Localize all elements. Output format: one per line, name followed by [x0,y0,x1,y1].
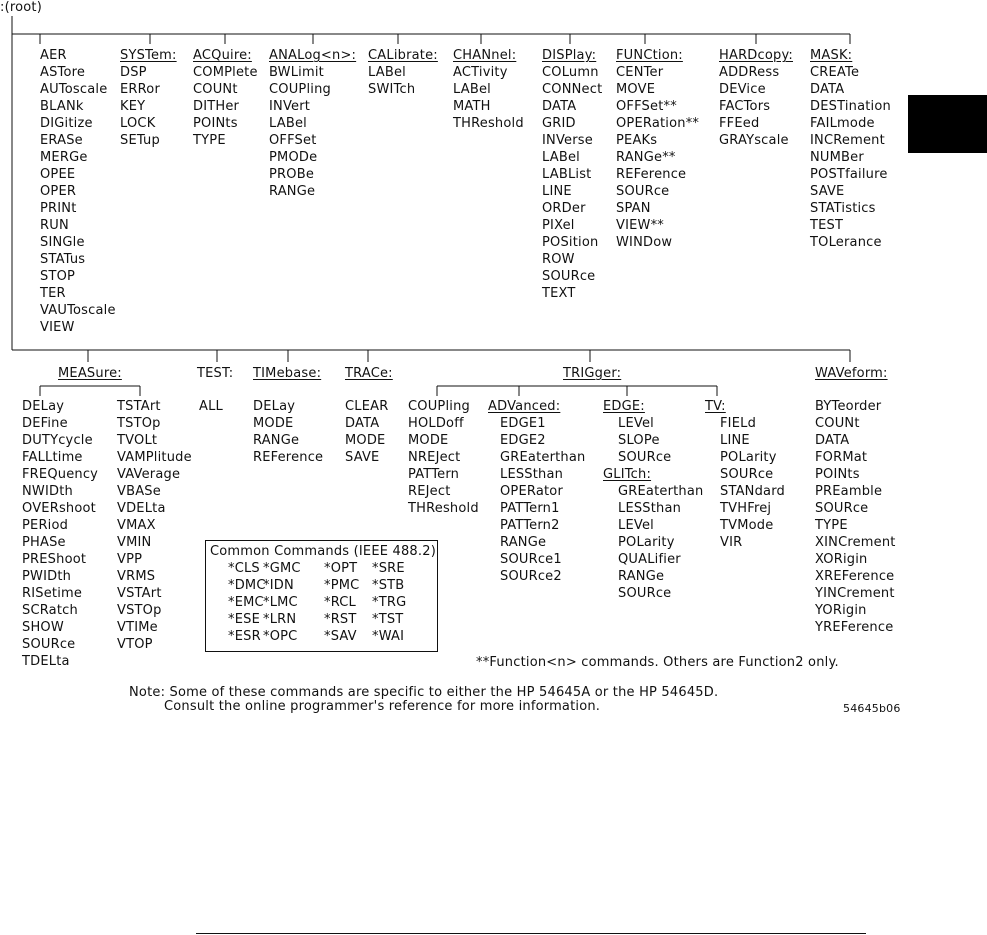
root-label: :(root) [0,0,42,15]
command-frequency: FREQuency [22,467,99,482]
note-line-2: Consult the online programmer's reference for more information. [164,699,601,714]
command-destination: DESTination [810,99,891,114]
command-mode: MODE [408,433,449,448]
group-header: SYSTem: [120,48,177,63]
command-view: VIEW** [616,218,664,233]
command-range: RANGe [618,569,665,584]
command-level: LEVel [618,518,654,533]
command-data: DATA [542,99,577,114]
command-coupling: COUPling [408,399,470,414]
common-commands-box [205,540,438,652]
command-vtop: VTOP [117,637,153,652]
command-save: SAVE [810,184,845,199]
command-switch: SWITch [368,82,416,97]
command-range: RANGe [269,184,316,199]
trigger-base-list [408,398,479,517]
command-lmc: *LMC [263,595,298,610]
command-print: PRINt [40,201,77,216]
command-tolerance: TOLerance [810,235,882,250]
command-field: FIELd [720,416,757,431]
command-period: PERiod [22,518,69,533]
command-data: DATA [815,433,850,448]
command-sav: *SAV [324,629,357,644]
command-label: LABel [269,116,307,131]
page-tab-marker [908,95,987,153]
command-setup: SETup [120,133,160,148]
command-source1: SOURce1 [500,552,562,567]
command-device: DEVice [719,82,766,97]
group-header: DISPlay: [542,48,597,63]
group-header: ACQuire: [193,48,252,63]
command-yreference: YREFerence [815,620,894,635]
command-oper: OPER [40,184,77,199]
command-pattern: PATTern [408,467,460,482]
command-invert: INVert [269,99,311,114]
command-qualifier: QUALifier [618,552,681,567]
command-statistics: STATistics [810,201,876,216]
command-tst: *TST [372,612,404,627]
command-polarity: POLarity [618,535,675,550]
command-failmode: FAILmode [810,116,875,131]
command-delay: DELay [22,399,65,414]
command-mode: MODE [253,416,294,431]
command-dither: DITHer [193,99,240,114]
command-operation: OPERation** [616,116,700,131]
command-digitize: DIGitize [40,116,93,131]
command-preshoot: PREShoot [22,552,87,567]
command-cls: *CLS [228,561,260,576]
command-lock: LOCK [120,116,156,131]
command-error: ERRor [120,82,160,97]
command-delay: DELay [253,399,296,414]
command-vamplitude: VAMPlitude [117,450,192,465]
command-opee: OPEE [40,167,76,182]
command-increment: INCRement [810,133,885,148]
command-stb: *STB [372,578,405,593]
common-commands-title: Common Commands (IEEE 488.2) [210,544,436,559]
command-math: MATH [453,99,491,114]
command-aer: AER [40,48,67,63]
command-tstop: TSTOp [117,416,161,431]
command-pmode: PMODe [269,150,318,165]
command-pattern2: PATTern2 [500,518,560,533]
command-line: LINE [720,433,750,448]
command-range: RANGe [500,535,547,550]
command-merge: MERGe [40,150,88,165]
command-ter: TER [40,286,66,301]
command-dutycycle: DUTYcycle [22,433,93,448]
command-yincrement: YINCrement [815,586,895,601]
command-erase: ERASe [40,133,83,148]
command-move: MOVE [616,82,656,97]
command-vmax: VMAX [117,518,156,533]
command-vautoscale: VAUToscale [40,303,116,318]
command-all: ALL [199,399,223,414]
command-rcl: *RCL [324,595,357,610]
measure-list-1 [22,398,98,670]
command-yorigin: YORigin [815,603,867,618]
command-count: COUNt [815,416,860,431]
command-preamble: PREamble [815,484,883,499]
trigger-advanced-header: ADVanced: [488,399,561,414]
command-offset: OFFSet** [616,99,677,114]
command-dmc: *DMC [228,578,266,593]
note-line-1: Note: Some of these commands are specific to either the HP 54645A or the HP 54645D. [129,685,719,700]
command-type: TYPE [193,133,226,148]
command-dsp: DSP [120,65,147,80]
command-source: SOURce [616,184,670,199]
group-acquire [193,47,258,149]
command-column: COLumn [542,65,599,80]
command-save: SAVE [345,450,380,465]
group-display [542,47,602,302]
timebase-header: TIMebase: [253,366,322,381]
command-status: STATus [40,252,86,267]
timebase-list [253,398,323,466]
common-col-2 [263,560,301,645]
command-scratch: SCRatch [22,603,78,618]
command-emc: *EMC [228,595,264,610]
command-source: SOURce [542,269,596,284]
footer-rule [196,933,866,934]
command-greaterthan: GREaterthan [618,484,704,499]
common-col-4 [372,560,406,645]
command-points: POINts [815,467,860,482]
command-probe: PROBe [269,167,315,182]
command-greaterthan: GREaterthan [500,450,586,465]
command-threshold: THReshold [453,116,524,131]
trigger-tv-header: TV: [705,399,726,414]
group-channel [453,47,524,132]
command-nreject: NREJect [408,450,461,465]
command-pattern1: PATTern1 [500,501,560,516]
common-col-1 [228,560,266,645]
waveform-list [815,398,896,636]
command-overshoot: OVERshoot [22,501,96,516]
command-reject: REJect [408,484,451,499]
command-edge1: EDGE1 [500,416,546,431]
command-source: SOURce [618,586,672,601]
command-vrms: VRMS [117,569,156,584]
command-threshold: THReshold [408,501,479,516]
group-system [120,47,177,149]
command-inverse: INVerse [542,133,593,148]
group-calibrate [368,47,438,98]
command-label: LABel [368,65,406,80]
command-test: TEST [810,218,844,233]
trigger-edge-header: EDGE: [603,399,645,414]
measure-list-2 [117,398,192,653]
command-run: RUN [40,218,69,233]
command-window: WINDow [616,235,673,250]
command-peaks: PEAKs [616,133,658,148]
trigger-tv-list [720,415,785,551]
command-data: DATA [345,416,380,431]
group-header: HARDcopy: [719,48,793,63]
command-bwlimit: BWLimit [269,65,324,80]
command-factors: FACTors [719,99,771,114]
command-sre: *SRE [372,561,405,576]
command-source: SOURce [22,637,76,652]
function-note: **Function<n> commands. Others are Function2 only. [476,655,839,670]
command-standard: STANdard [720,484,785,499]
command-tvhfrej: TVHFrej [720,501,772,516]
command-wai: *WAI [372,629,405,644]
command-points: POINts [193,116,238,131]
command-slope: SLOPe [618,433,660,448]
command-falltime: FALLtime [22,450,83,465]
command-activity: ACTivity [453,65,508,80]
command-connect: CONNect [542,82,603,97]
command-blank: BLANk [40,99,84,114]
command-grayscale: GRAYscale [719,133,789,148]
command-order: ORDer [542,201,586,216]
command-source: SOURce [815,501,869,516]
command-gmc: *GMC [263,561,301,576]
command-trg: *TRG [372,595,407,610]
command-line: LINE [542,184,572,199]
test-list [199,398,223,415]
command-lrn: *LRN [263,612,297,627]
command-format: FORMat [815,450,868,465]
command-autoscale: AUToscale [40,82,108,97]
command-label: LABel [542,150,580,165]
command-tdelta: TDELta [22,654,70,669]
trigger-glitch-header: GLITch: [603,467,652,482]
command-reference: REFerence [616,167,687,182]
command-idn: *IDN [263,578,294,593]
command-vstop: VSTOp [117,603,162,618]
command-phase: PHASe [22,535,66,550]
command-holdoff: HOLDoff [408,416,464,431]
trigger-advanced-list [500,415,585,585]
trigger-glitch-list [618,483,703,602]
command-show: SHOW [22,620,64,635]
command-coupling: COUPling [269,82,331,97]
trace-list [345,398,388,466]
command-operator: OPERator [500,484,563,499]
group-hardcopy [719,47,793,149]
command-mode: MODE [345,433,386,448]
command-clear: CLEAR [345,399,389,414]
command-stop: STOP [40,269,76,284]
command-pmc: *PMC [324,578,360,593]
command-view: VIEW [40,320,75,335]
command-label: LABel [453,82,491,97]
command-xorigin: XORigin [815,552,868,567]
group-mask [810,47,891,251]
command-reference: REFerence [253,450,324,465]
command-astore: ASTore [40,65,86,80]
command-polarity: POLarity [720,450,777,465]
command-ese: *ESE [228,612,260,627]
trigger-header: TRIGger: [563,366,622,381]
group-header: ANALog<n>: [269,48,357,63]
command-number: NUMBer [810,150,864,165]
group-header: MASK: [810,48,853,63]
command-center: CENTer [616,65,664,80]
command-risetime: RISetime [22,586,83,601]
common-col-3 [324,560,359,645]
command-lessthan: LESSthan [618,501,682,516]
command-lessthan: LESSthan [500,467,564,482]
group-function [616,47,699,251]
command-address: ADDRess [719,65,780,80]
command-vstart: VSTArt [117,586,162,601]
command-tvmode: TVMode [720,518,774,533]
command-edge2: EDGE2 [500,433,546,448]
command-vtime: VTIMe [117,620,158,635]
command-level: LEVel [618,416,654,431]
command-postfailure: POSTfailure [810,167,888,182]
test-header: TEST: [197,366,234,381]
command-span: SPAN [616,201,651,216]
command-rst: *RST [324,612,357,627]
command-opc: *OPC [263,629,298,644]
command-opt: *OPT [324,561,358,576]
measure-header: MEASure: [58,366,122,381]
command-esr: *ESR [228,629,261,644]
command-source: SOURce [618,450,672,465]
trigger-edge-list [618,415,671,466]
command-tvolt: TVOLt [117,433,158,448]
command-complete: COMPlete [193,65,258,80]
command-key: KEY [120,99,146,114]
figure-id: 54645b06 [843,702,901,715]
group-header: FUNCtion: [616,48,683,63]
command-ffeed: FFEed [719,116,760,131]
command-grid: GRID [542,116,576,131]
command-row: ROW [542,252,575,267]
command-vdelta: VDELta [117,501,166,516]
group-header: CHANnel: [453,48,517,63]
command-single: SINGle [40,235,85,250]
command-source2: SOURce2 [500,569,562,584]
group-header: CALibrate: [368,48,438,63]
command-range: RANGe [253,433,300,448]
command-vmin: VMIN [117,535,152,550]
command-range: RANGe** [616,150,676,165]
group-analog [269,47,356,200]
command-vir: VIR [720,535,743,550]
command-position: POSition [542,235,599,250]
command-tstart: TSTArt [117,399,161,414]
command-define: DEFine [22,416,68,431]
command-source: SOURce [720,467,774,482]
command-vbase: VBASe [117,484,161,499]
group-root-commands [40,47,116,336]
command-vpp: VPP [117,552,143,567]
command-count: COUNt [193,82,238,97]
command-lablist: LABList [542,167,592,182]
command-offset: OFFSet [269,133,317,148]
command-pixel: PIXel [542,218,575,233]
command-vaverage: VAVerage [117,467,181,482]
command-xreference: XREFerence [815,569,895,584]
command-pwidth: PWIDth [22,569,72,584]
command-byteorder: BYTeorder [815,399,882,414]
command-create: CREATe [810,65,860,80]
command-data: DATA [810,82,845,97]
waveform-header: WAVeform: [815,366,888,381]
command-nwidth: NWIDth [22,484,73,499]
command-type: TYPE [815,518,848,533]
trace-header: TRACe: [345,366,393,381]
command-xincrement: XINCrement [815,535,896,550]
command-text: TEXT [542,286,576,301]
